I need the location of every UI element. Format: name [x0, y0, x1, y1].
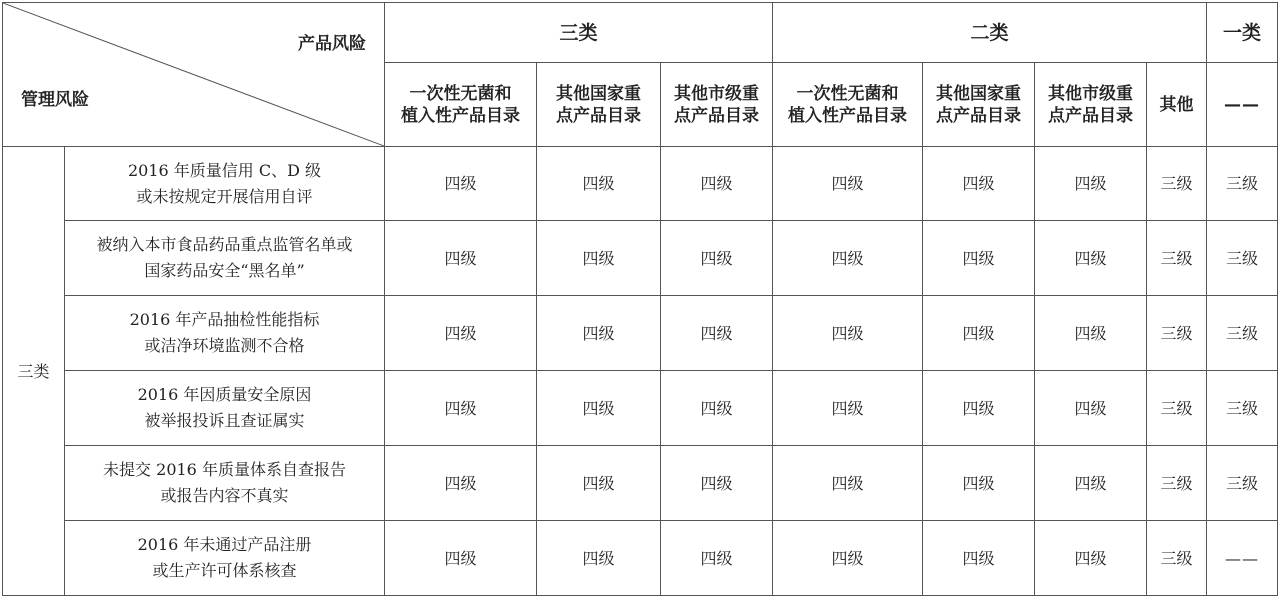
- table-cell: 四级: [1035, 521, 1147, 596]
- table-row: [3, 296, 1278, 371]
- table-cell: 三级: [1147, 521, 1207, 596]
- row-condition: 被纳入本市食品药品重点监管名单或 国家药品安全“黑名单”: [65, 221, 385, 296]
- table-cell: 四级: [923, 147, 1035, 221]
- table-cell: 四级: [1035, 221, 1147, 296]
- product-risk-label: 产品风险: [298, 34, 366, 54]
- table-cell: 三级: [1147, 371, 1207, 446]
- table-cell: 三级: [1207, 446, 1278, 521]
- table-cell: 三级: [1207, 147, 1278, 221]
- row-condition: 2016 年未通过产品注册 或生产许可体系核查: [65, 521, 385, 596]
- table-row: [3, 371, 1278, 446]
- table-cell: 四级: [537, 521, 661, 596]
- table-cell: 四级: [923, 296, 1035, 371]
- table-cell: 四级: [661, 521, 773, 596]
- table-cell: 四级: [661, 446, 773, 521]
- table-cell: 四级: [385, 221, 537, 296]
- table-cell: 四级: [385, 521, 537, 596]
- table-cell: 四级: [923, 371, 1035, 446]
- table-cell: 四级: [1035, 147, 1147, 221]
- subcol-header: 一次性无菌和 植入性产品目录: [773, 63, 923, 147]
- table-cell: 四级: [773, 521, 923, 596]
- table-cell: 三级: [1147, 147, 1207, 221]
- row-condition: 2016 年产品抽检性能指标 或洁净环境监测不合格: [65, 296, 385, 371]
- table-cell: 三级: [1147, 446, 1207, 521]
- table-cell: 四级: [537, 446, 661, 521]
- table-row: [3, 147, 1278, 221]
- table-cell: 四级: [923, 446, 1035, 521]
- table-cell: 四级: [773, 147, 923, 221]
- table-cell: 三级: [1147, 221, 1207, 296]
- table-cell: 四级: [661, 147, 773, 221]
- subcol-header: ——: [1207, 63, 1278, 147]
- diagonal-header-cell: [3, 3, 385, 147]
- header-row-groups: [3, 3, 1278, 63]
- table-cell: 四级: [773, 371, 923, 446]
- table-row: [3, 521, 1278, 596]
- table-cell: 四级: [1035, 296, 1147, 371]
- subcol-header: 其他: [1147, 63, 1207, 147]
- table-cell: 四级: [537, 296, 661, 371]
- table-cell: 四级: [385, 296, 537, 371]
- table-cell: 三级: [1207, 296, 1278, 371]
- table-cell: 四级: [661, 221, 773, 296]
- table-cell: 四级: [661, 296, 773, 371]
- management-risk-label: 管理风险: [21, 90, 89, 110]
- table-cell: 四级: [1035, 446, 1147, 521]
- table-row: [3, 221, 1278, 296]
- group-header-class1: 一类: [1207, 3, 1278, 63]
- table-cell: 四级: [773, 296, 923, 371]
- risk-matrix-table: [2, 2, 1278, 596]
- table-cell: 四级: [537, 371, 661, 446]
- table-cell: 四级: [385, 371, 537, 446]
- subcol-header: 其他国家重 点产品目录: [923, 63, 1035, 147]
- table-cell: 四级: [537, 147, 661, 221]
- table-cell: 四级: [537, 221, 661, 296]
- table-cell: 四级: [773, 446, 923, 521]
- subcol-header: 一次性无菌和 植入性产品目录: [385, 63, 537, 147]
- table-cell: 四级: [385, 446, 537, 521]
- table-cell: 四级: [661, 371, 773, 446]
- table-cell: 三级: [1207, 221, 1278, 296]
- diagonal-line: [3, 3, 384, 146]
- row-group-label: 三类: [3, 147, 65, 596]
- table-cell: 三级: [1207, 371, 1278, 446]
- table-cell: 四级: [1035, 371, 1147, 446]
- table-cell: 四级: [773, 221, 923, 296]
- subcol-header: 其他市级重 点产品目录: [661, 63, 773, 147]
- table-cell: 四级: [923, 521, 1035, 596]
- row-condition: 未提交 2016 年质量体系自查报告 或报告内容不真实: [65, 446, 385, 521]
- subcol-header: 其他国家重 点产品目录: [537, 63, 661, 147]
- row-condition: 2016 年质量信用 C、D 级 或未按规定开展信用自评: [65, 147, 385, 221]
- group-header-class3: 三类: [385, 3, 773, 63]
- table-cell: ——: [1207, 521, 1278, 596]
- table-cell: 四级: [923, 221, 1035, 296]
- row-condition: 2016 年因质量安全原因 被举报投诉且查证属实: [65, 371, 385, 446]
- subcol-header: 其他市级重 点产品目录: [1035, 63, 1147, 147]
- table-cell: 四级: [385, 147, 537, 221]
- group-header-class2: 二类: [773, 3, 1207, 63]
- table-cell: 三级: [1147, 296, 1207, 371]
- table-row: [3, 446, 1278, 521]
